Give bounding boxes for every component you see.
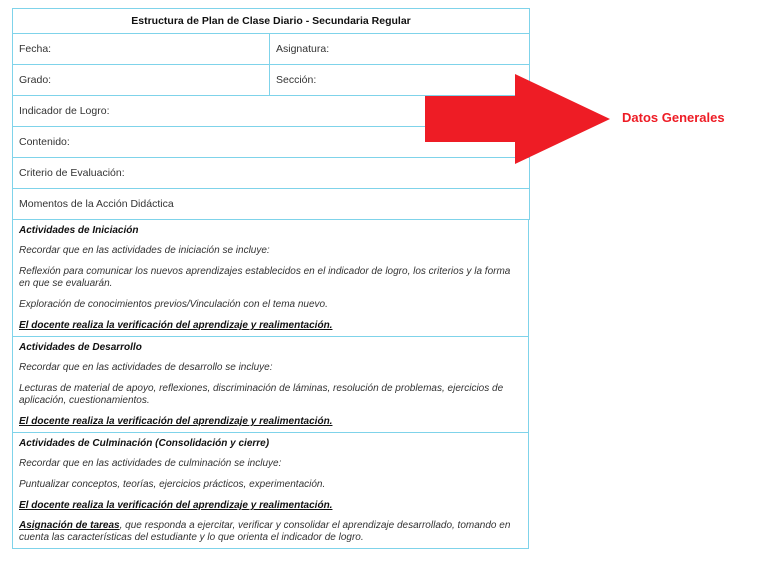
desarrollo-item-1: Lecturas de material de apoyo, reflexiones, discriminación de láminas, resolución de problemas, ejercicios de aplicación, cuestionamientos. (19, 383, 504, 406)
iniciacion-verificacion: El docente realiza la verificación del aprendizaje y realimentación. (19, 320, 333, 331)
desarrollo-verificacion: El docente realiza la verificación del aprendizaje y realimentación. (19, 416, 333, 427)
iniciacion-item-1: Reflexión para comunicar los nuevos aprendizajes establecidos en el indicador de logro, los criterios y la forma en que se evaluarán. (19, 266, 511, 289)
culminacion-verificacion: El docente realiza la verificación del aprendizaje y realimentación. (19, 500, 333, 511)
document-title: Estructura de Plan de Clase Diario - Secundaria Regular (13, 9, 530, 34)
tareas-label: Asignación de tareas (19, 520, 120, 531)
momentos-field: Momentos de la Acción Didáctica (13, 189, 530, 220)
culminacion-section (12, 433, 529, 549)
iniciacion-section (12, 220, 529, 337)
culminacion-intro: Recordar que en las actividades de culminación se incluye: (19, 458, 282, 469)
iniciacion-heading: Actividades de Iniciación (19, 225, 139, 236)
desarrollo-heading: Actividades de Desarrollo (19, 342, 142, 353)
asignatura-field: Asignatura: (270, 34, 530, 65)
seccion-field: Sección: (270, 65, 530, 96)
red-arrow-icon (425, 74, 610, 164)
fecha-field: Fecha: (13, 34, 270, 65)
datos-generales-label: Datos Generales (622, 110, 725, 125)
culminacion-item-1: Puntualizar conceptos, teorías, ejercicios prácticos, experimentación. (19, 479, 326, 490)
tareas-paragraph (19, 520, 522, 544)
desarrollo-intro: Recordar que en las actividades de desarrollo se incluye: (19, 362, 273, 373)
criterio-field: Criterio de Evaluación: (13, 158, 530, 189)
desarrollo-section (12, 337, 529, 433)
culminacion-heading: Actividades de Culminación (Consolidación y cierre) (19, 438, 270, 449)
tareas-text: , que responda a ejercitar, verificar y consolidar el aprendizaje desarrollado, tomando en cuenta las características del estudiante y lo que orienta el indicador de logro. (19, 520, 511, 543)
contenido-field: Contenido: (13, 127, 530, 158)
iniciacion-item-2: Exploración de conocimientos previos/Vinculación con el tema nuevo. (19, 299, 328, 310)
indicador-field: Indicador de Logro: (13, 96, 530, 127)
grado-field: Grado: (13, 65, 270, 96)
iniciacion-intro: Recordar que en las actividades de iniciación se incluye: (19, 245, 270, 256)
